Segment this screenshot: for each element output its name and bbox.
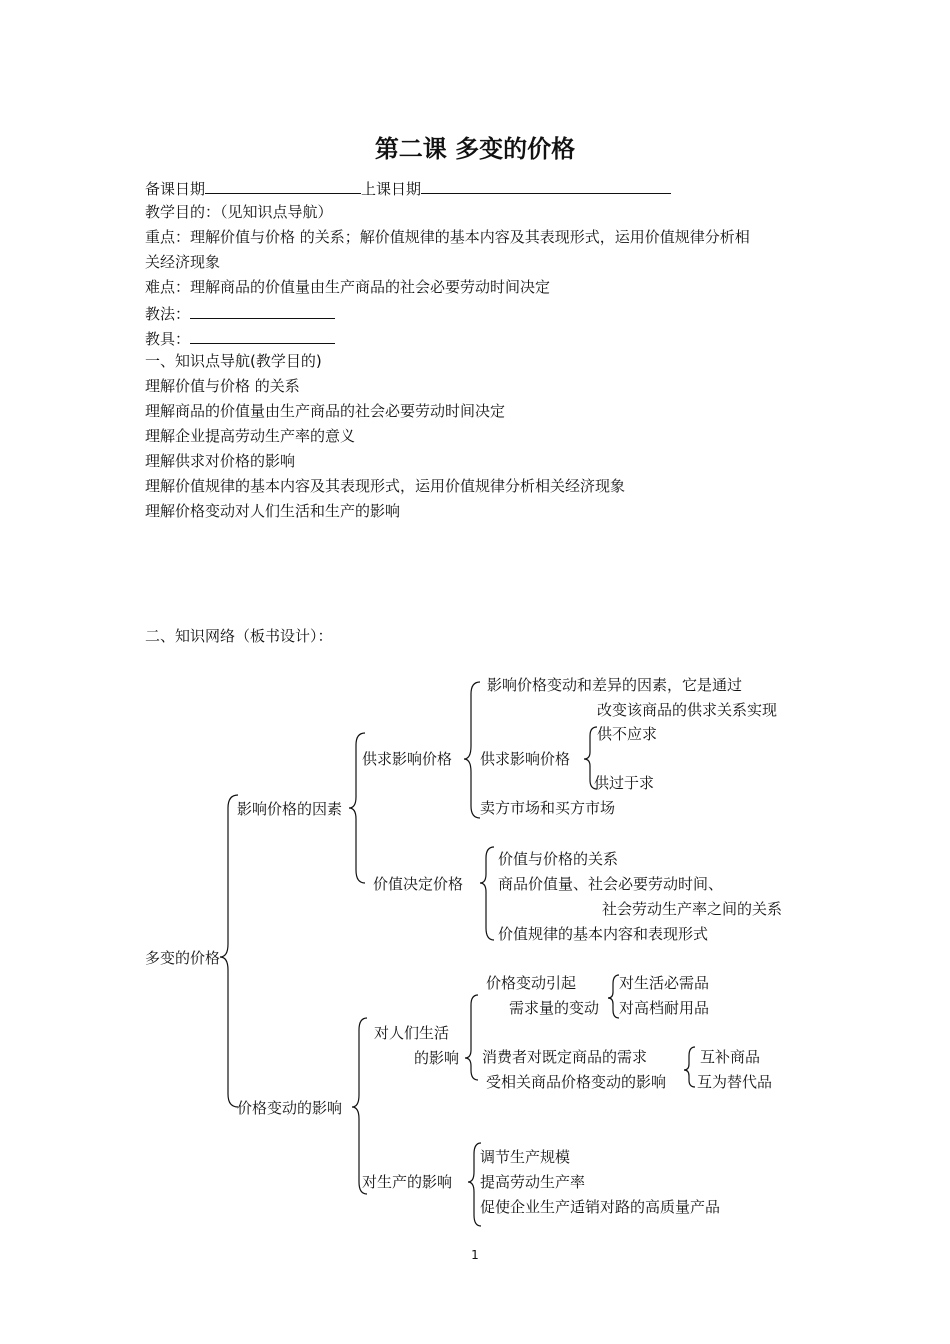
page-title: 第二课 多变的价格 (374, 135, 576, 163)
value-brace (480, 847, 494, 940)
tools-label: 教具： (145, 330, 191, 348)
page-number: 1 (471, 1248, 479, 1262)
node-prod-3: 促使企业生产适销对路的高质量产品 (480, 1198, 721, 1216)
key-points-line2: 关经济现象 (145, 253, 221, 271)
effects-brace (352, 1018, 367, 1194)
section2-heading: 二、知识网络（板书设计）： (145, 627, 333, 645)
node-production: 对生产的影响 (362, 1173, 453, 1191)
key-points-line1: 重点：理解价值与价格 的关系；解价值规律的基本内容及其表现形式，运用价值规律分析相 (145, 228, 750, 246)
goal-item: 理解供求对价格的影响 (145, 452, 296, 470)
node-markets: 卖方市场和买方市场 (480, 799, 616, 817)
prep-date-label: 备课日期 (145, 180, 206, 198)
goal-item: 理解企业提高劳动生产率的意义 (145, 427, 356, 445)
tools-line (145, 327, 335, 349)
node-effects: 价格变动的影响 (237, 1099, 343, 1117)
node-demand-change-1: 价格变动引起 (486, 974, 577, 992)
goal-item: 理解价格变动对人们生活和生产的影响 (145, 502, 401, 520)
node-vd-1: 价值与价格的关系 (498, 850, 619, 868)
node-prod-2: 提高劳动生产率 (480, 1173, 586, 1191)
goal-item: 理解商品的价值量由生产商品的社会必要劳动时间决定 (145, 402, 506, 420)
method-line (145, 302, 335, 324)
date-line (145, 177, 671, 199)
class-date-blank (421, 177, 671, 194)
node-luxuries: 对高档耐用品 (619, 999, 710, 1017)
node-factors: 影响价格的因素 (237, 800, 343, 818)
node-vd-3: 社会劳动生产率之间的关系 (602, 900, 783, 918)
prep-date-blank (205, 177, 361, 194)
life-brace (465, 995, 478, 1080)
node-demand-change-2: 需求量的变动 (509, 999, 600, 1017)
teaching-goal: 教学目的：（见知识点导航） (145, 203, 333, 221)
root-brace (220, 795, 238, 1107)
node-supply-demand: 供求影响价格 (362, 750, 453, 768)
complements-brace (684, 1047, 695, 1087)
method-blank (190, 302, 335, 319)
method-label: 教法： (145, 305, 191, 323)
node-sd-reason-2: 改变该商品的供求关系实现 (597, 701, 778, 719)
supply-demand-brace (464, 682, 480, 818)
difficulty: 难点：理解商品的价值量由生产商品的社会必要劳动时间决定 (145, 278, 551, 296)
node-life-2: 的影响 (414, 1049, 460, 1067)
goal-item: 理解价值与价格 的关系 (145, 377, 300, 395)
node-substitutes: 互为替代品 (697, 1073, 773, 1091)
node-complements: 互补商品 (700, 1048, 761, 1066)
goal-item: 理解价值规律的基本内容及其表现形式，运用价值规律分析相关经济现象 (145, 477, 626, 495)
class-date-label: 上课日期 (361, 180, 422, 198)
node-value-decides: 价值决定价格 (373, 875, 464, 893)
map-root: 多变的价格 (145, 949, 221, 967)
node-surplus: 供过于求 (594, 774, 655, 792)
node-shortage: 供不应求 (597, 725, 658, 743)
node-related-1: 消费者对既定商品的需求 (482, 1048, 648, 1066)
node-necessities: 对生活必需品 (619, 974, 710, 992)
tools-blank (190, 327, 335, 344)
node-sd-reason-1: 影响价格变动和差异的因素，它是通过 (487, 676, 743, 694)
necessities-brace (608, 975, 619, 1018)
node-vd-2: 商品价值量、社会必要劳动时间、 (498, 875, 724, 893)
section1-heading: 一、知识点导航(教学目的) (145, 352, 322, 370)
node-sd-sub: 供求影响价格 (480, 750, 571, 768)
node-related-2: 受相关商品价格变动的影响 (486, 1073, 667, 1091)
node-life-1: 对人们生活 (374, 1024, 450, 1042)
node-prod-1: 调节生产规模 (480, 1148, 571, 1166)
node-vd-4: 价值规律的基本内容和表现形式 (498, 925, 709, 943)
